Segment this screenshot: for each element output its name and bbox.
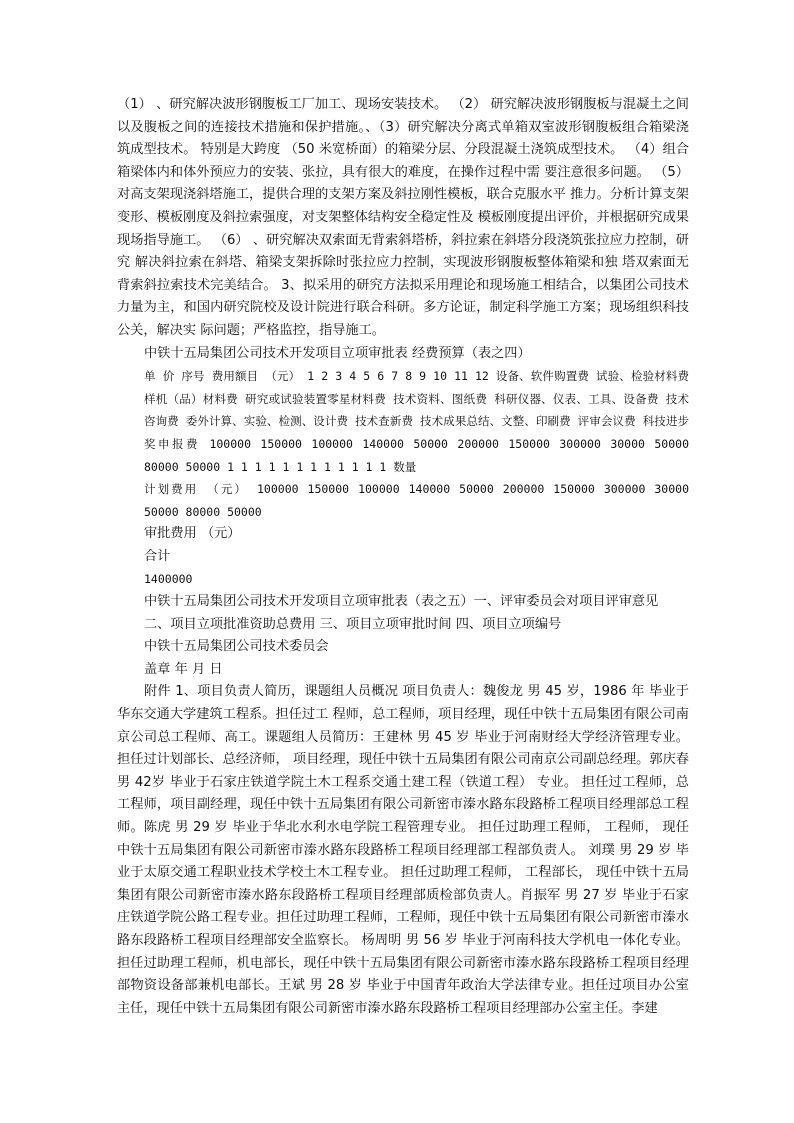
appendix-resumes: 附件 1、项目负责人简历，课题组人员概况 项目负责人：魏俊龙 男 45 岁，1986 年 毕业于华东交通大学建筑工程系。担任过工 程师，总工程师，项目经理，现任中铁十五局集团有限公司南京公司总工程师、高工。课题组人员简历：王建林 男 45 岁 毕业于河南财经大学经济管理专业。担任过计划部长、总经济师， 项目经理，现任中铁十五局集团有限公司南京公司副总经理。郭庆春 男 42岁 毕业于石家庄铁道学院土木工程系交通土建工程（铁道工程） 专业。 担任过工程师，总工程师，项目副经理，现任中铁十五局集团有限公司新密市溱水路东段路桥工程项目经理部总工程师。陈虎 男 29 岁 毕业于华北水利水电学院工程管理专业。 担任过助理工程师， 工程师， 现任中铁十五局集团有限公司新密市溱水路东段路桥工程项目经理部工程部负责人。 刘璞 男 29 岁 毕业于太原交通工程职业技术学校土木工程专业。 担任过助理工程师， 工程部长， 现任中铁十五局集团有限公司新密市溱水路东段路桥工程项目经理部质检部负责人。肖振军 男 27 岁 毕业于石家庄铁道学院公路工程专业。担任过助理工程师，工程师，现任中铁十五局集团有限公司新密市溱水路东段路桥工程项目经理部安全监察长。 杨周明 男 56 岁 毕业于河南科技大学机电一体化专业。担任过助理工程师，机电部长，现任中铁十五局集团有限公司新密市溱水路东段路桥工程项目经理部物资设备部兼机电部长。王斌 男 28 岁 毕业于中国青年政治大学法律专业。担任过项目办公室主任，现任中铁十五局集团有限公司新密市溱水路东段路桥工程项目经理部办公室主任。李建 (117, 684, 689, 1016)
total-value: 1400000 (144, 572, 193, 587)
review-table-title: 中铁十五局集团公司技术开发项目立项审批表（表之五）一、评审委员会对项目评审意见 (144, 594, 659, 610)
document-page (117, 94, 689, 1020)
approval-sections: 二、项目立项批准资助总费用 三、项目立项审批时间 四、项目立项编号 (144, 616, 562, 632)
approved-cost-row: 审批费用 （元） (144, 526, 241, 542)
seal-date-line: 盖章 年 月 日 (144, 661, 223, 677)
budget-table-title: 中铁十五局集团公司技术开发项目立项审批表 经费预算（表之四） (144, 345, 531, 361)
research-content-paragraph: （1） 、研究解决波形钢腹板工厂加工、现场安装技术。 （2） 研究解决波形钢腹板与混凝土之间以及腹板之间的连接技术措施和保护措施。、（3）研究解决分离式单箱双室波形钢腹板组合箱梁浇筑成型技术。 特别是大跨度 （50 米宽桥面）的箱梁分层、分段混凝土浇筑成型技术。 （4）组合箱梁体内和体外预应力的安装、张拉，具有很大的难度，在操作过程中需 要注意很多问题。 （5）对高支架现浇斜塔施工，提供合理的支架方案及斜拉刚性模板，联合克服水平 推力。分析计算支架变形、模板刚度及斜拉索强度，对支架整体结构安全稳定性及 模板刚度提出评价，并根据研究成果现场指导施工。 （6） 、研究解决双索面无背索斜塔桥，斜拉索在斜塔分段浇筑张拉应力控制，研究 解决斜拉索在斜塔、箱梁支架拆除时张拉应力控制，实现波形钢腹板整体箱梁和独 塔双索面无背索斜拉索技术完美结合。 3、拟采用的研究方法拟采用理论和现场施工相结合，以集团公司技术力量为主，和国内研究院校及设计院进行联合科研。多方论证，制定科学施工方案；现场组织科技公关，解决实 际问题；严格监控，指导施工。 (117, 97, 689, 338)
budget-table-items: 单 价 序号 费用额目 （元） 1 2 3 4 5 6 7 8 9 10 11 12 设备、软件购置费 试验、检验材料费 样机（品）材料费 研究或试验装置零星材料费 技术资料、图纸费 科研仪器、仪表、工具、设备费 技术咨询费 委外计算、实验、检测、设计费 技术查新费 技术成果总结、文整、印刷费 评审会议费 科技进步奖申报费 100000 150000 100000 140000 50000 200000 150000 300000 30000 50000 80000 50000 1 1 1 1 1 1 1 1 1 1 1 1 数量 (144, 369, 689, 474)
total-label: 合计 (144, 548, 171, 564)
planned-cost-row: 计划费用 （元） 100000 150000 100000 140000 50000 200000 150000 300000 30000 50000 80000 50000 (144, 482, 689, 519)
committee-name: 中铁十五局集团公司技术委员会 (144, 639, 329, 655)
